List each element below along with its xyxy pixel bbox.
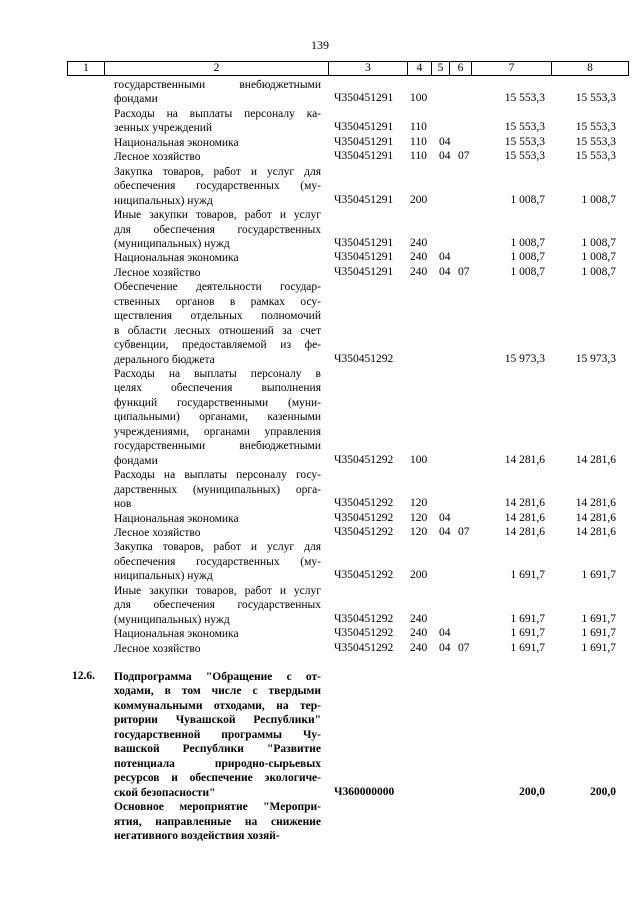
cell-c7: 1 691,7 bbox=[510, 627, 545, 640]
cell-c3: Ч350451292 bbox=[334, 511, 394, 524]
cell-c8: 14 281,6 bbox=[575, 497, 616, 510]
row-name-line: Лесное хозяйство bbox=[114, 642, 201, 655]
table-row bbox=[0, 526, 640, 540]
row-name bbox=[114, 468, 321, 511]
cell-c5: 04 bbox=[439, 627, 451, 640]
table-row bbox=[0, 540, 640, 583]
cell-c8: 15 553,3 bbox=[575, 121, 616, 134]
row-name-line: ской безопасности" bbox=[114, 786, 216, 799]
table-header bbox=[67, 61, 629, 76]
row-name-line: фондами bbox=[114, 454, 158, 467]
cell-c7: 1 008,7 bbox=[510, 193, 545, 206]
row-name-line: субвенции, предоставляемой из фе- bbox=[114, 339, 321, 352]
row-name-line: целях обеспечения выполнения bbox=[114, 382, 321, 395]
cell-c3: Ч350451291 bbox=[334, 150, 394, 163]
cell-c3: Ч350451291 bbox=[334, 92, 394, 105]
row-name-line: для обеспечения государственных bbox=[114, 599, 321, 612]
cell-c3: Ч350451291 bbox=[334, 236, 394, 249]
table-row bbox=[0, 367, 640, 468]
row-name-line: Расходы на выплаты персоналу ка- bbox=[114, 107, 321, 120]
cell-c6: 07 bbox=[458, 641, 470, 654]
table-row bbox=[0, 280, 640, 367]
row-name-line: функций государственными (муни- bbox=[114, 396, 321, 409]
cell-c8: 1 691,7 bbox=[581, 612, 616, 625]
cell-c3: Ч350451292 bbox=[334, 453, 394, 466]
row-name-line: ятия, направленные на снижение bbox=[114, 815, 321, 828]
cell-c4: 240 bbox=[410, 641, 428, 654]
row-name-line: в области лесных отношений за счет bbox=[114, 324, 321, 337]
header-col-6: 6 bbox=[450, 62, 472, 75]
cell-c4: 120 bbox=[410, 511, 428, 524]
header-col-2: 2 bbox=[105, 62, 329, 75]
cell-c6: 07 bbox=[458, 150, 470, 163]
row-name bbox=[114, 670, 321, 800]
cell-c7: 14 281,6 bbox=[504, 453, 545, 466]
row-name bbox=[114, 208, 321, 251]
row-name-line: Национальная экономика bbox=[114, 252, 239, 265]
cell-c3: Ч350451292 bbox=[334, 497, 394, 510]
cell-c3: Ч360000000 bbox=[334, 785, 395, 798]
table-row bbox=[0, 78, 640, 107]
page-number: 139 bbox=[311, 38, 329, 52]
cell-c4: 120 bbox=[410, 525, 428, 538]
row-name-line: коммунальными отходами, на тер- bbox=[114, 699, 321, 712]
cell-c8: 200,0 bbox=[590, 785, 616, 798]
row-name-line: (муниципальных) нужд bbox=[114, 237, 230, 250]
row-name bbox=[114, 150, 321, 164]
row-name bbox=[114, 584, 321, 627]
row-name-line: ниципальных) нужд bbox=[114, 194, 213, 207]
row-name-line: ниципальных) нужд bbox=[114, 570, 213, 583]
cell-c8: 1 008,7 bbox=[581, 193, 616, 206]
cell-c7: 14 281,6 bbox=[504, 511, 545, 524]
row-name-line: нов bbox=[114, 498, 132, 511]
row-name-line: фондами bbox=[114, 93, 158, 106]
row-name bbox=[114, 512, 321, 526]
row-name-line: зенных учреждений bbox=[114, 122, 213, 135]
row-name-line: потенциала природно-сырьевых bbox=[114, 757, 321, 770]
row-name-line: Закупка товаров, работ и услуг для bbox=[114, 165, 321, 178]
row-name-line: (муниципальных) нужд bbox=[114, 613, 230, 626]
table-row bbox=[0, 107, 640, 136]
row-name bbox=[114, 136, 321, 150]
cell-c3: Ч350451291 bbox=[334, 135, 394, 148]
cell-c8: 14 281,6 bbox=[575, 525, 616, 538]
row-name-line: Закупка товаров, работ и услуг для bbox=[114, 541, 321, 554]
cell-c4: 110 bbox=[410, 121, 427, 134]
cell-c8: 1 691,7 bbox=[581, 569, 616, 582]
cell-c8: 1 691,7 bbox=[581, 641, 616, 654]
header-col-4: 4 bbox=[408, 62, 432, 75]
cell-c8: 1 008,7 bbox=[581, 236, 616, 249]
table-row bbox=[0, 165, 640, 208]
row-name-line: обеспечения государственных (му- bbox=[114, 555, 321, 568]
row-name-line: негативного воздействия хозяй- bbox=[114, 829, 280, 842]
cell-c7: 15 973,3 bbox=[504, 352, 545, 365]
row-name-line: Национальная экономика bbox=[114, 628, 239, 641]
row-name-line: Основное мероприятие "Меропри- bbox=[114, 801, 321, 814]
table-row bbox=[0, 800, 640, 843]
row-name-line: Расходы на выплаты персоналу в bbox=[114, 368, 321, 380]
row-name bbox=[114, 800, 321, 843]
cell-c4: 100 bbox=[410, 453, 428, 466]
cell-c5: 04 bbox=[439, 525, 451, 538]
header-col-5: 5 bbox=[432, 62, 450, 75]
cell-c5: 04 bbox=[439, 641, 451, 654]
cell-c4: 240 bbox=[410, 236, 428, 249]
table-row bbox=[0, 670, 640, 800]
cell-c5: 04 bbox=[439, 511, 451, 524]
cell-c5: 04 bbox=[439, 251, 451, 264]
cell-c7: 15 553,3 bbox=[504, 92, 545, 105]
cell-c4: 240 bbox=[410, 265, 428, 278]
table-row bbox=[0, 208, 640, 251]
header-col-7: 7 bbox=[472, 62, 552, 75]
cell-c8: 15 553,3 bbox=[575, 150, 616, 163]
row-name bbox=[114, 642, 321, 656]
cell-c7: 1 008,7 bbox=[510, 236, 545, 249]
cell-c3: Ч350451291 bbox=[334, 265, 394, 278]
cell-c4: 120 bbox=[410, 497, 428, 510]
cell-c8: 15 553,3 bbox=[575, 135, 616, 148]
row-name bbox=[114, 266, 321, 280]
row-name bbox=[114, 367, 321, 468]
row-name bbox=[114, 78, 321, 107]
row-name-line: государственными внебюджетными bbox=[114, 440, 321, 453]
cell-c4: 200 bbox=[410, 193, 428, 206]
cell-c7: 14 281,6 bbox=[504, 525, 545, 538]
row-name-line: Обеспечение деятельности государ- bbox=[114, 281, 321, 294]
cell-c8: 15 973,3 bbox=[575, 352, 616, 365]
row-name-line: обеспечения государственных (му- bbox=[114, 180, 321, 193]
cell-c8: 1 691,7 bbox=[581, 627, 616, 640]
header-col-3: 3 bbox=[329, 62, 408, 75]
cell-c7: 14 281,6 bbox=[504, 497, 545, 510]
row-name-line: государственной программы Чу- bbox=[114, 728, 321, 741]
cell-c7: 1 691,7 bbox=[510, 641, 545, 654]
row-name-line: ществления отдельных полномочий bbox=[114, 310, 321, 323]
row-name-line: государственными внебюджетными bbox=[114, 79, 321, 91]
cell-c7: 1 691,7 bbox=[510, 569, 545, 582]
table-row bbox=[0, 468, 640, 511]
cell-c3: Ч350451291 bbox=[334, 193, 394, 206]
header-col-1: 1 bbox=[68, 62, 105, 75]
cell-c7: 1 008,7 bbox=[510, 265, 545, 278]
cell-c7: 1 008,7 bbox=[510, 251, 545, 264]
cell-c7: 15 553,3 bbox=[504, 135, 545, 148]
cell-c3: Ч350451292 bbox=[334, 641, 394, 654]
row-name-line: Иные закупки товаров, работ и услуг bbox=[114, 209, 321, 222]
cell-c5: 04 bbox=[439, 150, 451, 163]
table-row bbox=[0, 512, 640, 526]
row-name-line: дарственных (муниципальных) орга- bbox=[114, 483, 321, 496]
cell-c4: 110 bbox=[410, 150, 427, 163]
cell-c6: 07 bbox=[458, 265, 470, 278]
cell-c7: 15 553,3 bbox=[504, 121, 545, 134]
row-name-line: учреждениями, органами управления bbox=[114, 425, 321, 438]
cell-c4: 200 bbox=[410, 569, 428, 582]
row-name-line: Лесное хозяйство bbox=[114, 151, 201, 164]
row-name bbox=[114, 627, 321, 641]
cell-c7: 200,0 bbox=[519, 785, 545, 798]
row-name-line: ципальными) органами, казенными bbox=[114, 411, 321, 424]
row-name bbox=[114, 280, 321, 367]
cell-c8: 14 281,6 bbox=[575, 453, 616, 466]
cell-c4: 240 bbox=[410, 612, 428, 625]
cell-c3: Ч350451292 bbox=[334, 627, 394, 640]
cell-c4: 240 bbox=[410, 627, 428, 640]
cell-c8: 14 281,6 bbox=[575, 511, 616, 524]
cell-c3: Ч350451292 bbox=[334, 569, 394, 582]
row-name-line: ритории Чувашской Республики" bbox=[114, 714, 321, 727]
row-name-line: Подпрограмма "Обращение с от- bbox=[114, 671, 321, 683]
cell-c8: 15 553,3 bbox=[575, 92, 616, 105]
row-name-line: Расходы на выплаты персоналу госу- bbox=[114, 469, 321, 482]
row-number: 12.6. bbox=[72, 670, 95, 682]
cell-c4: 100 bbox=[410, 92, 428, 105]
row-name-line: вашской Республики "Развитие bbox=[114, 743, 321, 756]
cell-c8: 1 008,7 bbox=[581, 251, 616, 264]
header-col-8: 8 bbox=[587, 62, 593, 74]
table-row bbox=[0, 266, 640, 280]
row-name-line: Лесное хозяйство bbox=[114, 526, 201, 539]
row-name bbox=[114, 540, 321, 583]
row-name-line: ресурсов и обеспечение экологиче- bbox=[114, 772, 321, 785]
row-name bbox=[114, 251, 321, 265]
table-row bbox=[0, 642, 640, 656]
cell-c6: 07 bbox=[458, 525, 470, 538]
row-name-line: Национальная экономика bbox=[114, 512, 239, 525]
cell-c8: 1 008,7 bbox=[581, 265, 616, 278]
table-row bbox=[0, 136, 640, 150]
row-name-line: ственных органов в рамках осу- bbox=[114, 295, 321, 308]
table-row bbox=[0, 584, 640, 627]
table-row bbox=[0, 627, 640, 641]
cell-c3: Ч350451292 bbox=[334, 525, 394, 538]
cell-c3: Ч350451292 bbox=[334, 352, 394, 365]
row-name-line: ходами, в том числе с твердыми bbox=[114, 685, 321, 698]
row-name-line: Лесное хозяйство bbox=[114, 266, 201, 279]
row-name bbox=[114, 165, 321, 208]
cell-c3: Ч350451291 bbox=[334, 251, 394, 264]
cell-c3: Ч350451291 bbox=[334, 121, 394, 134]
cell-c7: 1 691,7 bbox=[510, 612, 545, 625]
row-name bbox=[114, 526, 321, 540]
cell-c7: 15 553,3 bbox=[504, 150, 545, 163]
cell-c4: 240 bbox=[410, 251, 428, 264]
cell-c5: 04 bbox=[439, 265, 451, 278]
row-name bbox=[114, 107, 321, 136]
row-name-line: Иные закупки товаров, работ и услуг bbox=[114, 584, 321, 597]
cell-c5: 04 bbox=[439, 135, 451, 148]
row-name-line: для обеспечения государственных bbox=[114, 223, 321, 236]
table-row bbox=[0, 251, 640, 265]
row-name-line: дерального бюджета bbox=[114, 353, 215, 366]
cell-c3: Ч350451292 bbox=[334, 612, 394, 625]
table-row bbox=[0, 150, 640, 164]
cell-c4: 110 bbox=[410, 135, 427, 148]
row-name-line: Национальная экономика bbox=[114, 136, 239, 149]
